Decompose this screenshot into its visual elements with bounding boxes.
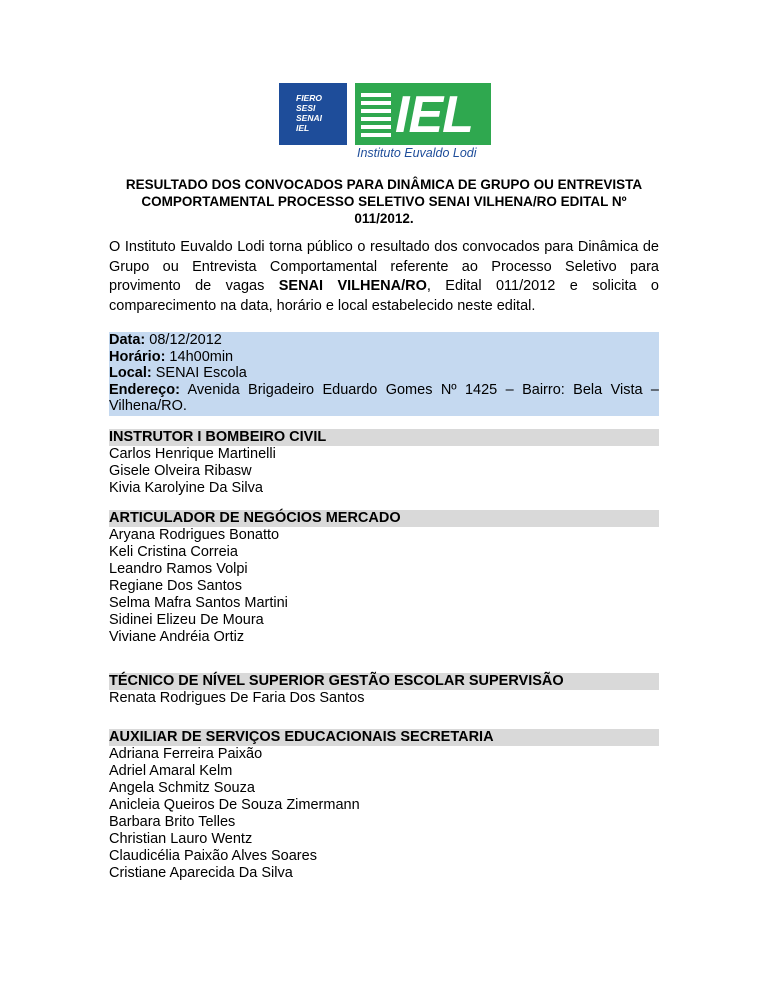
section-instrutor [109, 429, 659, 497]
stripes-graphic [361, 93, 391, 141]
candidate-name: Sidinei Elizeu De Moura [109, 612, 264, 628]
candidate-name: Regiane Dos Santos [109, 578, 242, 594]
section-heading: AUXILIAR DE SERVIÇOS EDUCACIONAIS SECRETARIA [109, 729, 659, 746]
candidate-name: Anicleia Queiros De Souza Zimermann [109, 797, 360, 813]
institute-name: Instituto Euvaldo Lodi [357, 146, 477, 160]
candidate-name: Adriana Ferreira Paixão [109, 746, 263, 762]
place-label: Local: [109, 365, 152, 381]
candidate-name: Barbara Brito Telles [109, 814, 236, 830]
section-auxiliar [109, 729, 659, 882]
section-heading: ARTICULADOR DE NEGÓCIOS MERCADO [109, 510, 659, 527]
candidate-name: Adriel Amaral Kelm [109, 763, 233, 779]
iel-mark-logo [355, 83, 491, 145]
address-value: Avenida Brigadeiro Eduardo Gomes Nº 1425 – Bairro: Bela Vista – Vilhena/RO. [109, 381, 659, 414]
section-articulador [109, 510, 659, 646]
sesi-line: SESI [296, 103, 316, 113]
fiero-line: FIERO [296, 93, 322, 103]
event-info-box [109, 332, 659, 416]
date-label: Data: [109, 332, 146, 348]
section-heading: INSTRUTOR I BOMBEIRO CIVIL [109, 429, 659, 446]
time-row [109, 349, 659, 366]
section-tecnico [109, 673, 659, 707]
candidate-name: Cristiane Aparecida Da Silva [109, 865, 293, 881]
intro-highlight: SENAI VILHENA/RO [278, 278, 427, 294]
candidate-name: Renata Rodrigues De Faria Dos Santos [109, 690, 365, 706]
place-row [109, 365, 659, 382]
section-heading: TÉCNICO DE NÍVEL SUPERIOR GESTÃO ESCOLAR SUPERVISÃO [109, 673, 659, 690]
candidate-name: Viviane Andréia Ortiz [109, 629, 245, 645]
place-value: SENAI Escola [151, 365, 247, 381]
candidate-name: Aryana Rodrigues Bonatto [109, 527, 280, 543]
iel-line: IEL [296, 123, 310, 133]
candidate-name: Angela Schmitz Souza [109, 780, 255, 796]
candidate-name: Selma Mafra Santos Martini [109, 595, 288, 611]
intro-paragraph [109, 238, 659, 316]
intro-text-before: O Instituto Euvaldo Lodi torna público o resultado dos convocados para Dinâmica de Grupo ou Entrevista Comportamental referente ao Processo Seletivo para provimento de vagas [109, 239, 659, 294]
candidate-name: Gisele Olveira Ribasw [109, 463, 252, 479]
intro-text-after: , Edital 011/2012 e solicita o comparecimento na data, horário e local estabelecido neste edital. [109, 278, 660, 314]
time-label: Horário: [109, 348, 166, 365]
date-row [109, 332, 659, 349]
address-row [109, 382, 659, 415]
iel-mark-text: IEL [395, 86, 473, 144]
address-label: Endereço: [109, 381, 180, 398]
candidate-name: Kivia Karolyine Da Silva [109, 480, 263, 496]
candidate-name: Christian Lauro Wentz [109, 831, 253, 847]
candidate-name: Carlos Henrique Martinelli [109, 446, 276, 462]
time-value: 14h00min [165, 348, 234, 365]
candidate-name: Leandro Ramos Volpi [109, 561, 248, 577]
document-title: RESULTADO DOS CONVOCADOS PARA DINÂMICA DE GRUPO OU ENTREVISTA COMPORTAMENTAL PROCESSO SELETIVO SENAI VILHENA/RO EDITAL Nº 011/2012. [125, 177, 643, 226]
date-value: 08/12/2012 [145, 332, 222, 348]
senai-line: SENAI [296, 113, 322, 123]
iel-logo [279, 83, 491, 161]
candidate-name: Claudicélia Paixão Alves Soares [109, 848, 317, 864]
fiero-sesi-senai-iel-logo [279, 83, 347, 145]
candidate-name: Keli Cristina Correia [109, 544, 238, 560]
